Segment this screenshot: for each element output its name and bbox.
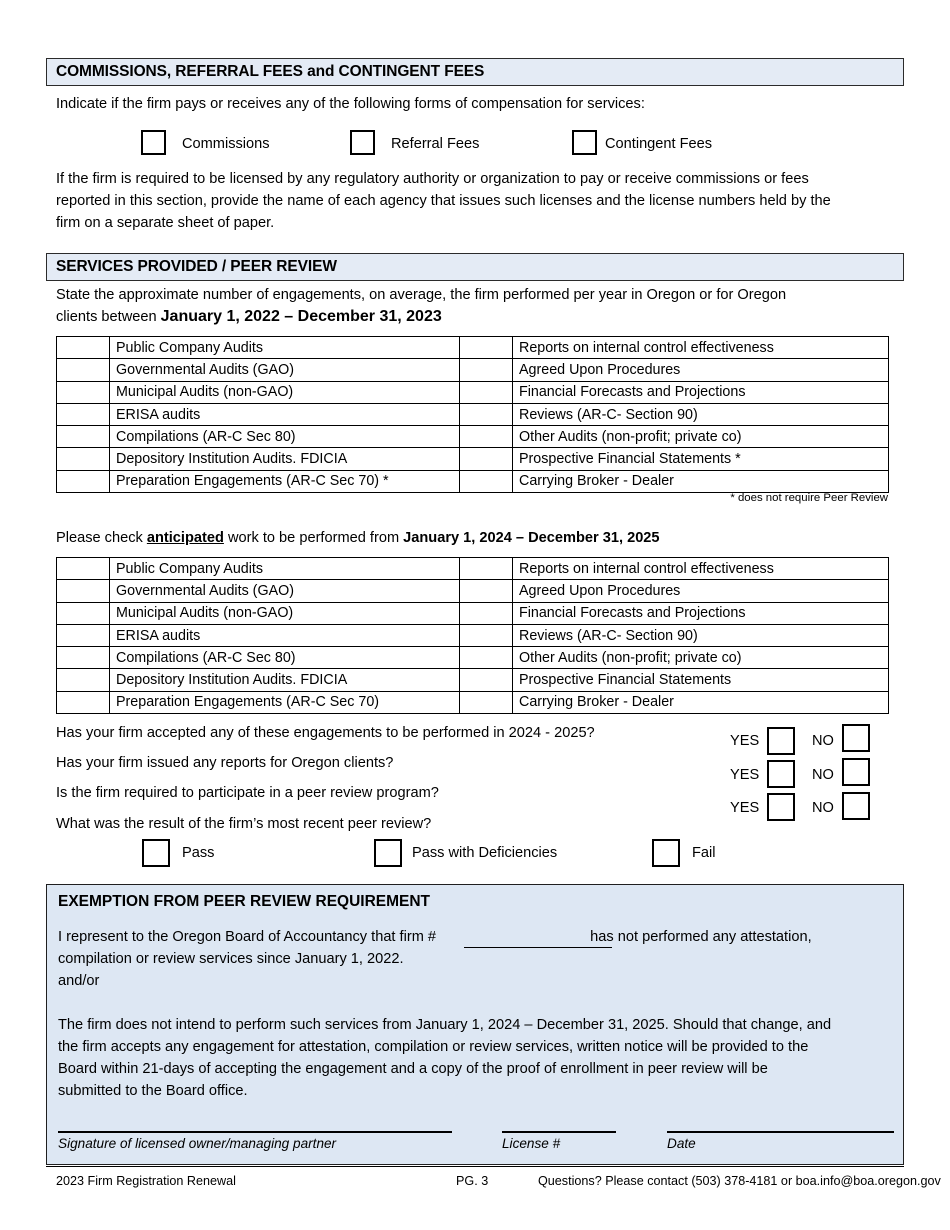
cell-label-left: Governmental Audits (GAO) [110, 580, 460, 602]
checkbox-contingent-fees[interactable] [572, 130, 597, 155]
cell-label-right: Carrying Broker - Dealer [513, 691, 889, 713]
anticipated-intro-text [56, 527, 926, 549]
question-peer-review-result: What was the result of the firm’s most recent peer review? [56, 816, 432, 832]
license-number-caption: License # [502, 1136, 561, 1151]
table-row [57, 602, 889, 624]
table-row [57, 669, 889, 691]
cell-label-left: Compilations (AR-C Sec 80) [110, 426, 460, 448]
checkbox-no-q1[interactable] [842, 724, 870, 752]
checkbox-commissions[interactable] [141, 130, 166, 155]
cell-label-right: Prospective Financial Statements [513, 669, 889, 691]
cell-check-right[interactable] [460, 580, 513, 602]
cell-check-left[interactable] [57, 580, 110, 602]
exemption-line-1-prefix: I represent to the Oregon Board of Accountancy that firm # [58, 929, 437, 945]
table-row [57, 359, 889, 381]
cell-count-right[interactable] [460, 359, 513, 381]
table-row [57, 448, 889, 470]
cell-check-right[interactable] [460, 647, 513, 669]
cell-count-left[interactable] [57, 403, 110, 425]
no-label-q2: NO [812, 767, 834, 783]
cell-label-left: ERISA audits [110, 403, 460, 425]
signature-line[interactable] [58, 1131, 452, 1133]
table-row [57, 381, 889, 403]
cell-label-right: Financial Forecasts and Projections [513, 381, 889, 403]
cell-count-left[interactable] [57, 359, 110, 381]
cell-count-right[interactable] [460, 403, 513, 425]
cell-check-right[interactable] [460, 602, 513, 624]
footer-page-number: PG. 3 [456, 1174, 489, 1188]
commissions-note-line-1: If the firm is required to be licensed by any regulatory authority or organization to pay or receive commissions or fees [56, 171, 809, 187]
cell-label-left: Municipal Audits (non-GAO) [110, 381, 460, 403]
checkbox-referral-fees-label: Referral Fees [391, 136, 480, 152]
footer-divider [46, 1166, 904, 1167]
cell-check-left[interactable] [57, 558, 110, 580]
cell-label-right: Agreed Upon Procedures [513, 359, 889, 381]
anticipated-mid: work to be performed from [223, 530, 404, 546]
footer-contact-text: Questions? Please contact (503) 378-4181 or boa.info@boa.oregon.gov [538, 1174, 941, 1188]
yes-label-q3: YES [730, 800, 760, 816]
checkbox-yes-q3[interactable] [767, 793, 795, 821]
exemption-para2-line-4: submitted to the Board office. [58, 1083, 248, 1099]
table-row [57, 624, 889, 646]
checkbox-result-pass[interactable] [142, 839, 170, 867]
exemption-para2-line-2: the firm accepts any engagement for attestation, compilation or review services, written notice will be provided to the [58, 1039, 809, 1055]
cell-label-left: Compilations (AR-C Sec 80) [110, 647, 460, 669]
commissions-intro-text: Indicate if the firm pays or receives any of the following forms of compensation for services: [56, 96, 645, 112]
table-row [57, 426, 889, 448]
exemption-para2-line-1: The firm does not intend to perform such services from January 1, 2024 – December 31, 2025. Should that change, and [58, 1017, 832, 1033]
cell-label-right: Other Audits (non-profit; private co) [513, 426, 889, 448]
cell-count-left[interactable] [57, 470, 110, 492]
cell-count-left[interactable] [57, 426, 110, 448]
commissions-note-line-3: firm on a separate sheet of paper. [56, 215, 275, 231]
yes-label-q2: YES [730, 767, 760, 783]
checkbox-result-pass-label: Pass [182, 845, 215, 861]
checkbox-result-fail-label: Fail [692, 845, 716, 861]
cell-label-right: Prospective Financial Statements * [513, 448, 889, 470]
cell-label-left: Preparation Engagements (AR-C Sec 70) * [110, 470, 460, 492]
anticipated-keyword: anticipated [146, 530, 224, 546]
cell-count-right[interactable] [460, 337, 513, 359]
cell-label-right: Reports on internal control effectiveness [513, 558, 889, 580]
cell-count-right[interactable] [460, 426, 513, 448]
cell-check-right[interactable] [460, 669, 513, 691]
cell-count-left[interactable] [57, 448, 110, 470]
cell-label-right: Other Audits (non-profit; private co) [513, 647, 889, 669]
question-peer-review-required: Is the firm required to participate in a peer review program? [56, 785, 439, 801]
cell-label-right: Reports on internal control effectiveness [513, 337, 889, 359]
services-intro-line-1: State the approximate number of engagements, on average, the firm performed per year in Oregon or for Oregon [56, 287, 787, 303]
exemption-line-2: compilation or review services since January 1, 2022. [58, 951, 404, 967]
cell-count-left[interactable] [57, 381, 110, 403]
exemption-line-1-suffix: has not performed any attestation, [590, 929, 812, 945]
cell-check-left[interactable] [57, 624, 110, 646]
checkbox-no-q2[interactable] [842, 758, 870, 786]
checkbox-result-fail[interactable] [652, 839, 680, 867]
date-line[interactable] [667, 1131, 894, 1133]
cell-label-left: Public Company Audits [110, 558, 460, 580]
cell-label-left: ERISA audits [110, 624, 460, 646]
table-row [57, 691, 889, 713]
no-label-q3: NO [812, 800, 834, 816]
checkbox-commissions-label: Commissions [182, 136, 270, 152]
question-issued-reports: Has your firm issued any reports for Oregon clients? [56, 755, 394, 771]
cell-count-right[interactable] [460, 470, 513, 492]
cell-label-left: Depository Institution Audits. FDICIA [110, 448, 460, 470]
section-header-commissions-label: COMMISSIONS, REFERRAL FEES and CONTINGENT FEES [56, 63, 485, 80]
cell-check-left[interactable] [57, 602, 110, 624]
services-period-past: January 1, 2022 – December 31, 2023 [160, 308, 442, 325]
checkbox-referral-fees[interactable] [350, 130, 375, 155]
cell-label-right: Financial Forecasts and Projections [513, 602, 889, 624]
services-intro-line-2 [56, 306, 926, 328]
section-header-services [46, 253, 904, 281]
table-row [57, 337, 889, 359]
checkbox-yes-q1[interactable] [767, 727, 795, 755]
cell-check-left[interactable] [57, 691, 110, 713]
checkbox-yes-q2[interactable] [767, 760, 795, 788]
cell-check-right[interactable] [460, 558, 513, 580]
signature-caption: Signature of licensed owner/managing partner [58, 1136, 337, 1151]
peer-review-footnote: * does not require Peer Review [730, 492, 888, 504]
cell-label-right: Reviews (AR-C- Section 90) [513, 403, 889, 425]
cell-label-right: Reviews (AR-C- Section 90) [513, 624, 889, 646]
question-accepted-engagements: Has your firm accepted any of these engagements to be performed in 2024 - 2025? [56, 725, 595, 741]
cell-check-right[interactable] [460, 624, 513, 646]
checkbox-no-q3[interactable] [842, 792, 870, 820]
table-row [57, 647, 889, 669]
table-row [57, 580, 889, 602]
table-anticipated-body [57, 558, 889, 714]
checkbox-result-pass-deficiencies-label: Pass with Deficiencies [412, 845, 558, 861]
table-row [57, 470, 889, 492]
cell-label-left: Municipal Audits (non-GAO) [110, 602, 460, 624]
cell-label-left: Governmental Audits (GAO) [110, 359, 460, 381]
no-label-q1: NO [812, 733, 834, 749]
services-period-future: January 1, 2024 – December 31, 2025 [403, 530, 660, 546]
yes-label-q1: YES [730, 733, 760, 749]
checkbox-contingent-fees-label: Contingent Fees [605, 136, 713, 152]
anticipated-prefix: Please check [56, 530, 147, 546]
cell-label-left: Public Company Audits [110, 337, 460, 359]
exemption-para2-line-3: Board within 21-days of accepting the engagement and a copy of the proof of enrollment in peer review will be [58, 1061, 768, 1077]
table-past-engagements [56, 336, 889, 493]
commissions-note-line-2: reported in this section, provide the name of each agency that issues such licenses and the license numbers held by the [56, 193, 831, 209]
cell-check-left[interactable] [57, 669, 110, 691]
checkbox-result-pass-deficiencies[interactable] [374, 839, 402, 867]
cell-label-left: Preparation Engagements (AR-C Sec 70) [110, 691, 460, 713]
cell-count-left[interactable] [57, 337, 110, 359]
table-row [57, 403, 889, 425]
license-number-line[interactable] [502, 1131, 616, 1133]
cell-check-right[interactable] [460, 691, 513, 713]
exemption-section [46, 884, 904, 1165]
section-header-commissions [46, 58, 904, 86]
services-intro-prefix: clients between [56, 309, 161, 325]
cell-label-right: Agreed Upon Procedures [513, 580, 889, 602]
table-past-body [57, 337, 889, 493]
cell-count-right[interactable] [460, 448, 513, 470]
cell-label-right: Carrying Broker - Dealer [513, 470, 889, 492]
cell-count-right[interactable] [460, 381, 513, 403]
table-anticipated-engagements [56, 557, 889, 714]
table-row [57, 558, 889, 580]
exemption-title: EXEMPTION FROM PEER REVIEW REQUIREMENT [58, 893, 431, 910]
exemption-line-3: and/or [58, 973, 100, 989]
footer-left-text: 2023 Firm Registration Renewal [56, 1174, 236, 1188]
cell-label-left: Depository Institution Audits. FDICIA [110, 669, 460, 691]
date-caption: Date [667, 1136, 696, 1151]
section-header-services-label: SERVICES PROVIDED / PEER REVIEW [56, 258, 337, 275]
exemption-line-1 [58, 926, 898, 949]
cell-check-left[interactable] [57, 647, 110, 669]
